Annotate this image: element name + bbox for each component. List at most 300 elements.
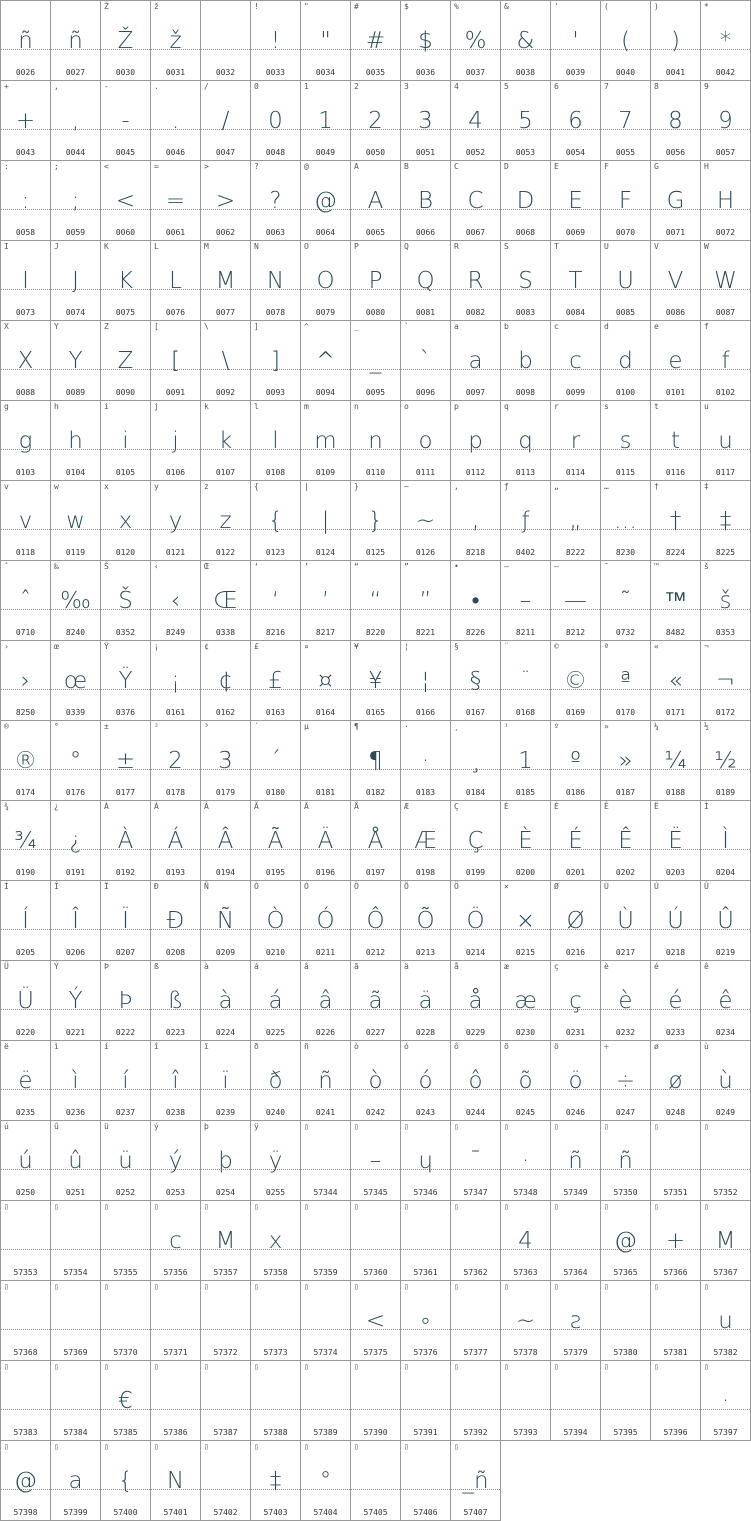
glyph-label: x: [104, 482, 109, 491]
glyph-sample: þ: [218, 1148, 233, 1174]
glyph-code: 57348: [513, 1188, 538, 1197]
glyph-cell: [501, 801, 551, 881]
glyph-label: b: [504, 322, 509, 331]
glyph-label: Å: [354, 802, 359, 811]
glyph-sample: Ï: [122, 908, 129, 934]
glyph-code: 57349: [563, 1188, 588, 1197]
glyph-sample: [301, 1139, 350, 1183]
glyph-label: á: [254, 962, 259, 971]
glyph-label: d: [604, 322, 609, 331]
glyph-code: 0224: [215, 1028, 236, 1037]
glyph-sample: [401, 1459, 450, 1503]
glyph-label: Ð: [154, 882, 159, 891]
glyph-sample: ð: [268, 1068, 283, 1094]
glyph-code: 57376: [413, 1348, 438, 1357]
glyph-sample: ¿: [69, 828, 82, 854]
glyph-sample: Ý: [68, 988, 83, 1014]
glyph-code: 0073: [15, 308, 36, 317]
glyph-label: „: [554, 482, 559, 491]
glyph-code: 0119: [65, 548, 86, 557]
glyph-cell: [1, 1361, 51, 1441]
glyph-code: 0710: [15, 628, 36, 637]
glyph-cell: [101, 1121, 151, 1201]
glyph-code: 57378: [513, 1348, 538, 1357]
glyph-code: 0174: [15, 788, 36, 797]
glyph-code: 0234: [715, 1028, 736, 1037]
glyph-sample: ç: [569, 988, 582, 1014]
glyph-code: 0211: [315, 948, 336, 957]
glyph-label: u: [704, 402, 709, 411]
glyph-cell: [101, 481, 151, 561]
glyph-cell: [351, 1201, 401, 1281]
glyph-label: R: [454, 242, 459, 251]
glyph-code: 0031: [165, 68, 186, 77]
glyph-label: ð: [254, 1042, 259, 1051]
glyph-code: 8217: [315, 628, 336, 637]
glyph-label: ▯: [354, 1202, 359, 1211]
glyph-code: 0100: [615, 388, 636, 397]
glyph-sample: ¡: [170, 668, 181, 694]
glyph-cell: [501, 161, 551, 241]
glyph-sample: c: [169, 1228, 182, 1254]
glyph-cell: [551, 81, 601, 161]
glyph-sample: ƒ: [521, 508, 530, 534]
glyph-cell: [351, 881, 401, 961]
glyph-label: ¢: [204, 642, 209, 651]
glyph-label: ø: [654, 1042, 659, 1051]
glyph-cell: [51, 1121, 101, 1201]
glyph-label: Ã: [254, 802, 259, 811]
glyph-sample: [301, 739, 350, 783]
glyph-code: 0227: [365, 1028, 386, 1037]
glyph-cell: [451, 721, 501, 801]
glyph-code: 0177: [115, 788, 136, 797]
glyph-code: 0183: [415, 788, 436, 797]
glyph-sample: l: [272, 428, 279, 454]
glyph-sample: S: [518, 268, 533, 294]
glyph-label: Ž: [104, 2, 109, 11]
glyph-cell: [51, 721, 101, 801]
glyph-cell: [101, 721, 151, 801]
glyph-code: 57375: [363, 1348, 388, 1357]
glyph-code: 0044: [65, 148, 86, 157]
glyph-code: 57401: [163, 1508, 188, 1517]
glyph-sample: 1: [318, 108, 333, 134]
glyph-label: ▯: [604, 1362, 609, 1371]
glyph-code: 0027: [65, 68, 86, 77]
glyph-label: Æ: [404, 802, 409, 811]
glyph-sample: [601, 1379, 650, 1423]
glyph-cell: [401, 161, 451, 241]
glyph-cell: [401, 881, 451, 961]
glyph-code: 0121: [165, 548, 186, 557]
glyph-code: 57390: [363, 1428, 388, 1437]
glyph-label: &: [504, 2, 509, 11]
glyph-cell: [551, 1201, 601, 1281]
glyph-code: 0109: [315, 468, 336, 477]
glyph-code: 0038: [515, 68, 536, 77]
glyph-label: X: [4, 322, 9, 331]
glyph-sample: °: [69, 748, 82, 774]
glyph-code: 8216: [265, 628, 286, 637]
glyph-label: ▯: [154, 1362, 159, 1371]
glyph-cell: [1, 161, 51, 241]
glyph-sample: î: [172, 1068, 179, 1094]
glyph-label: À: [104, 802, 109, 811]
glyph-label: ): [654, 2, 659, 11]
glyph-sample: M: [715, 1228, 736, 1254]
glyph-label: Ý: [54, 962, 59, 971]
glyph-label: ”: [404, 562, 409, 571]
glyph-sample: 9: [718, 108, 733, 134]
glyph-cell: [1, 961, 51, 1041]
glyph-cell: [301, 1201, 351, 1281]
glyph-cell: [151, 321, 201, 401]
glyph-sample: [1, 1219, 50, 1263]
glyph-sample: é: [668, 988, 683, 1014]
glyph-code: 0026: [15, 68, 36, 77]
glyph-sample: x: [268, 1228, 283, 1254]
glyph-cell: [701, 1121, 751, 1201]
glyph-sample: v: [18, 508, 33, 534]
glyph-label: £: [254, 642, 259, 651]
glyph-label: ì: [54, 1042, 59, 1051]
glyph-sample: ®: [14, 748, 37, 774]
glyph-code: 57352: [713, 1188, 738, 1197]
glyph-label: ▯: [554, 1362, 559, 1371]
glyph-cell: [51, 321, 101, 401]
glyph-sample: [201, 19, 250, 63]
glyph-sample: Ã: [267, 828, 284, 854]
glyph-label: ▯: [104, 1202, 109, 1211]
glyph-code: 57345: [363, 1188, 388, 1197]
glyph-sample: À: [117, 828, 134, 854]
glyph-sample: «: [668, 668, 683, 694]
glyph-code: 57360: [363, 1268, 388, 1277]
glyph-cell: [351, 641, 401, 721]
glyph-label: ▯: [4, 1442, 9, 1451]
glyph-sample: +: [665, 1228, 686, 1254]
glyph-sample: (: [621, 28, 630, 54]
glyph-code: 0036: [415, 68, 436, 77]
glyph-cell: [101, 561, 151, 641]
glyph-sample: Š: [118, 588, 133, 614]
glyph-cell: [201, 81, 251, 161]
glyph-label: «: [654, 642, 659, 651]
glyph-code: 0220: [15, 1028, 36, 1037]
glyph-code: 0192: [115, 868, 136, 877]
glyph-cell: [51, 481, 101, 561]
glyph-code: 57384: [63, 1428, 88, 1437]
glyph-code: 0203: [665, 868, 686, 877]
glyph-code: 57388: [263, 1428, 288, 1437]
glyph-cell: [651, 81, 701, 161]
glyph-code: 0161: [165, 708, 186, 717]
glyph-sample: p: [468, 428, 483, 454]
glyph-cell: [351, 961, 401, 1041]
glyph-sample: r: [570, 428, 581, 454]
glyph-cell: [351, 481, 401, 561]
glyph-sample: Ó: [316, 908, 335, 934]
glyph-sample: [101, 1299, 150, 1343]
glyph-cell: [551, 161, 601, 241]
glyph-label: ▯: [254, 1202, 259, 1211]
glyph-label: ▯: [654, 1122, 659, 1131]
glyph-code: 0191: [65, 868, 86, 877]
glyph-label: Z: [104, 322, 109, 331]
glyph-label: ▯: [204, 1202, 209, 1211]
glyph-cell: [401, 721, 451, 801]
glyph-cell: [701, 161, 751, 241]
glyph-cell: [601, 561, 651, 641]
glyph-code: 0239: [215, 1108, 236, 1117]
glyph-code: 0213: [415, 948, 436, 957]
glyph-sample: ñ: [68, 28, 83, 54]
glyph-sample: <: [365, 1308, 386, 1334]
glyph-cell: [601, 961, 651, 1041]
glyph-sample: •: [471, 588, 480, 614]
glyph-sample: 1: [518, 748, 533, 774]
glyph-sample: ½: [714, 748, 737, 774]
glyph-label: U: [604, 242, 609, 251]
glyph-sample: ∘: [418, 1308, 433, 1334]
glyph-sample: @: [14, 1468, 37, 1494]
glyph-sample: å: [468, 988, 483, 1014]
glyph-sample: ÷: [615, 1068, 636, 1094]
glyph-cell: [601, 641, 651, 721]
glyph-code: 0338: [215, 628, 236, 637]
glyph-label: Ç: [454, 802, 459, 811]
glyph-code: 57385: [113, 1428, 138, 1437]
glyph-label: ¦: [404, 642, 409, 651]
glyph-label: P: [354, 242, 359, 251]
glyph-code: 0179: [215, 788, 236, 797]
glyph-label: ▯: [354, 1442, 359, 1451]
glyph-code: 0071: [665, 228, 686, 237]
glyph-sample: [51, 1219, 100, 1263]
glyph-code: 0162: [215, 708, 236, 717]
glyph-label: ÿ: [254, 1122, 259, 1131]
glyph-label: ▯: [404, 1282, 409, 1291]
glyph-sample: O: [316, 268, 335, 294]
glyph-sample: ¸: [469, 748, 482, 774]
glyph-code: 0098: [515, 388, 536, 397]
glyph-cell: [251, 1441, 301, 1521]
glyph-label: ▯: [154, 1282, 159, 1291]
glyph-sample: b: [518, 348, 533, 374]
glyph-sample: ƨ: [569, 1308, 582, 1334]
glyph-label: *: [704, 2, 709, 11]
glyph-label: ‹: [154, 562, 159, 571]
glyph-sample: …: [614, 508, 637, 534]
glyph-sample: [651, 1139, 700, 1183]
glyph-cell: [401, 481, 451, 561]
glyph-sample: ‡: [269, 1468, 282, 1494]
glyph-code: 57391: [413, 1428, 438, 1437]
glyph-label: ▯: [604, 1202, 609, 1211]
glyph-code: 0057: [715, 148, 736, 157]
glyph-code: 0104: [65, 468, 86, 477]
glyph-cell: [201, 1201, 251, 1281]
glyph-sample: ï: [222, 1068, 229, 1094]
glyph-code: 0082: [465, 308, 486, 317]
glyph-code: 57383: [13, 1428, 38, 1437]
glyph-code: 0402: [515, 548, 536, 557]
glyph-code: 8220: [365, 628, 386, 637]
glyph-label: w: [54, 482, 59, 491]
glyph-label: ': [554, 2, 559, 11]
glyph-label: ´: [254, 722, 259, 731]
glyph-label: ▯: [104, 1442, 109, 1451]
glyph-label: ~: [404, 482, 409, 491]
glyph-sample: ?: [269, 188, 282, 214]
glyph-label: Ø: [554, 882, 559, 891]
glyph-cell: [51, 241, 101, 321]
glyph-label: ý: [154, 1122, 159, 1131]
glyph-label: }: [354, 482, 359, 491]
glyph-sample: J: [72, 268, 79, 294]
glyph-sample: 3: [418, 108, 433, 134]
glyph-label: õ: [504, 1042, 509, 1051]
glyph-label: K: [104, 242, 109, 251]
glyph-cell: [51, 401, 101, 481]
glyph-code: 0165: [365, 708, 386, 717]
glyph-sample: [301, 1219, 350, 1263]
glyph-sample: t: [670, 428, 681, 454]
glyph-code: 0167: [465, 708, 486, 717]
glyph-cell: [301, 961, 351, 1041]
glyph-code: 0076: [165, 308, 186, 317]
glyph-cell: [201, 1041, 251, 1121]
glyph-cell: [101, 321, 151, 401]
glyph-code: 57382: [713, 1348, 738, 1357]
glyph-cell: [151, 881, 201, 961]
glyph-code: 0201: [565, 868, 586, 877]
glyph-label: h: [54, 402, 59, 411]
glyph-sample: ": [320, 28, 331, 54]
glyph-code: 0195: [265, 868, 286, 877]
glyph-cell: [151, 1361, 201, 1441]
glyph-code: 57364: [563, 1268, 588, 1277]
glyph-cell: [51, 161, 101, 241]
glyph-label: 8: [654, 82, 659, 91]
glyph-code: 57368: [13, 1348, 38, 1357]
glyph-sample: ü: [118, 1148, 133, 1174]
glyph-sample: –: [369, 1148, 382, 1174]
glyph-cell: [151, 721, 201, 801]
glyph-label: G: [654, 162, 659, 171]
glyph-sample: ñ: [18, 28, 33, 54]
glyph-sample: ¶: [368, 748, 383, 774]
glyph-code: 0376: [115, 708, 136, 717]
glyph-cell: [651, 801, 701, 881]
glyph-code: 0063: [265, 228, 286, 237]
glyph-cell: [701, 961, 751, 1041]
glyph-sample: 2: [368, 108, 383, 134]
glyph-code: 0248: [665, 1108, 686, 1117]
glyph-sample: Â: [217, 828, 234, 854]
glyph-cell: [651, 961, 701, 1041]
glyph-code: 0163: [265, 708, 286, 717]
glyph-label: C: [454, 162, 459, 171]
glyph-code: 57363: [513, 1268, 538, 1277]
glyph-label: Ö: [454, 882, 459, 891]
glyph-label: °: [54, 722, 59, 731]
glyph-code: 0065: [365, 228, 386, 237]
glyph-label: ¿: [54, 802, 59, 811]
glyph-sample: /: [221, 108, 230, 134]
glyph-cell: [401, 801, 451, 881]
glyph-cell: [601, 161, 651, 241]
glyph-code: 0242: [365, 1108, 386, 1117]
glyph-code: 0229: [465, 1028, 486, 1037]
glyph-label: 9: [704, 82, 709, 91]
glyph-code: 0090: [115, 388, 136, 397]
glyph-cell: [601, 1201, 651, 1281]
glyph-cell: [401, 1441, 451, 1521]
glyph-code: 0112: [465, 468, 486, 477]
glyph-cell: [651, 241, 701, 321]
glyph-sample: Û: [717, 908, 734, 934]
glyph-code: 0223: [165, 1028, 186, 1037]
glyph-code: 0172: [715, 708, 736, 717]
glyph-cell: [101, 801, 151, 881]
glyph-label: ö: [554, 1042, 559, 1051]
glyph-label: Ô: [354, 882, 359, 891]
glyph-sample: ’: [321, 588, 330, 614]
glyph-sample: —: [564, 588, 587, 614]
glyph-label: 0: [254, 82, 259, 91]
glyph-code: 0196: [315, 868, 336, 877]
glyph-cell: [1, 641, 51, 721]
glyph-sample: ~: [415, 508, 436, 534]
glyph-code: 0102: [715, 388, 736, 397]
glyph-code: 57359: [313, 1268, 338, 1277]
glyph-code: 0056: [665, 148, 686, 157]
glyph-sample: ɥ: [418, 1148, 433, 1174]
glyph-cell: [451, 161, 501, 241]
glyph-code: 0246: [565, 1108, 586, 1117]
glyph-code: 0099: [565, 388, 586, 397]
glyph-cell: [501, 561, 551, 641]
glyph-sample: Î: [72, 908, 79, 934]
glyph-cell: [551, 481, 601, 561]
glyph-cell: [651, 481, 701, 561]
glyph-label: ó: [404, 1042, 409, 1051]
glyph-cell: [251, 961, 301, 1041]
glyph-sample: [251, 1299, 300, 1343]
glyph-label: J: [54, 242, 59, 251]
glyph-cell: [451, 961, 501, 1041]
glyph-cell: [451, 401, 501, 481]
glyph-label: ê: [704, 962, 709, 971]
glyph-cell: [551, 641, 601, 721]
glyph-label: ▯: [154, 1442, 159, 1451]
glyph-code: 0215: [515, 948, 536, 957]
glyph-cell: [51, 881, 101, 961]
glyph-sample: [151, 1299, 200, 1343]
glyph-code: 0052: [465, 148, 486, 157]
glyph-label: Á: [154, 802, 159, 811]
glyph-sample: ±: [115, 748, 136, 774]
glyph-code: 0126: [415, 548, 436, 557]
glyph-sample: h: [68, 428, 83, 454]
glyph-cell: [51, 1361, 101, 1441]
glyph-label: ‘: [254, 562, 259, 571]
glyph-sample: ‚: [471, 508, 480, 534]
glyph-code: 57355: [113, 1268, 138, 1277]
glyph-label: ▯: [654, 1282, 659, 1291]
